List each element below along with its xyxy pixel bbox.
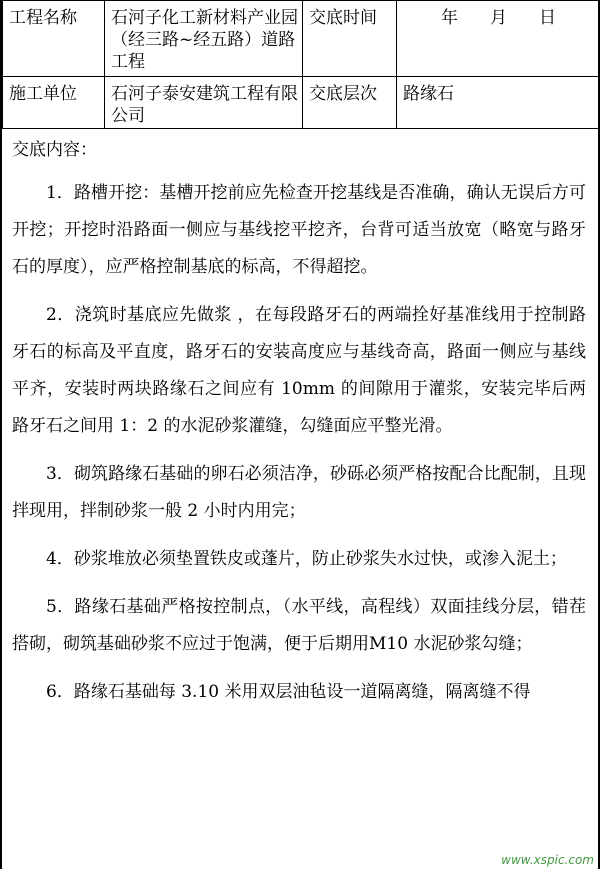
site-watermark: www.xspic.com	[501, 853, 594, 867]
header-table	[2, 0, 599, 129]
header-row-project	[3, 1, 599, 77]
content-item: 5．路缘石基础严格按控制点，（水平线，高程线）双面挂线分层，错茬搭砌，砌筑基础砂浆不应过于饱满，便于后期用M10 水泥砂浆勾缝；	[12, 597, 586, 654]
content-item: 1．路槽开挖：基槽开挖前应先检查开挖基线是否准确，确认无误后方可开挖；开挖时沿路面一侧应与基线挖平挖齐，台背可适当放宽（略宽与路牙石的厚度），应严格控制基底的标高，不得超挖。	[12, 183, 586, 277]
content-lead-label: 交底内容：	[12, 140, 97, 160]
label-construction-unit: 施工单位	[3, 77, 105, 129]
label-project-name: 工程名称	[3, 1, 105, 77]
briefing-date-value	[397, 1, 599, 77]
label-briefing-level: 交底层次	[303, 77, 397, 129]
date-day: 日	[539, 8, 556, 28]
content-item: 4．砂浆堆放必须垫置铁皮或蓬片，防止砂浆失水过快，或渗入泥土；	[46, 549, 567, 569]
briefing-level-value: 路缘石	[397, 77, 599, 129]
project-name-value: 石河子化工新材料产业园（经三路~经五路）道路工程	[105, 1, 303, 77]
date-year: 年	[441, 8, 458, 28]
construction-unit-value: 石河子泰安建筑工程有限公司	[105, 77, 303, 129]
content-item: 6．路缘石基础每 3.10 米用双层油毡设一道隔离缝，隔离缝不得	[46, 682, 531, 702]
content-item: 2．浇筑时基底应先做浆 ，在每段路牙石的两端拴好基准线用于控制路牙石的标高及平直度，路牙石的安装高度应与基线奇高，路面一侧应与基线平齐，安装时两块路缘石之间应有 10mm 的间隙用于灌浆，安装完毕后两路牙石之间用 1：2 的水泥砂浆灌缝，勾缝面应平整光滑。	[12, 305, 586, 436]
label-briefing-time: 交底时间	[303, 1, 397, 77]
header-row-unit	[3, 77, 599, 129]
briefing-content	[2, 128, 598, 869]
date-month: 月	[490, 8, 507, 28]
content-item: 3．砌筑路缘石基础的卵石必须洁净，砂砾必须严格按配合比配制，且现拌现用，拌制砂浆一般 2 小时内用完；	[12, 464, 586, 521]
